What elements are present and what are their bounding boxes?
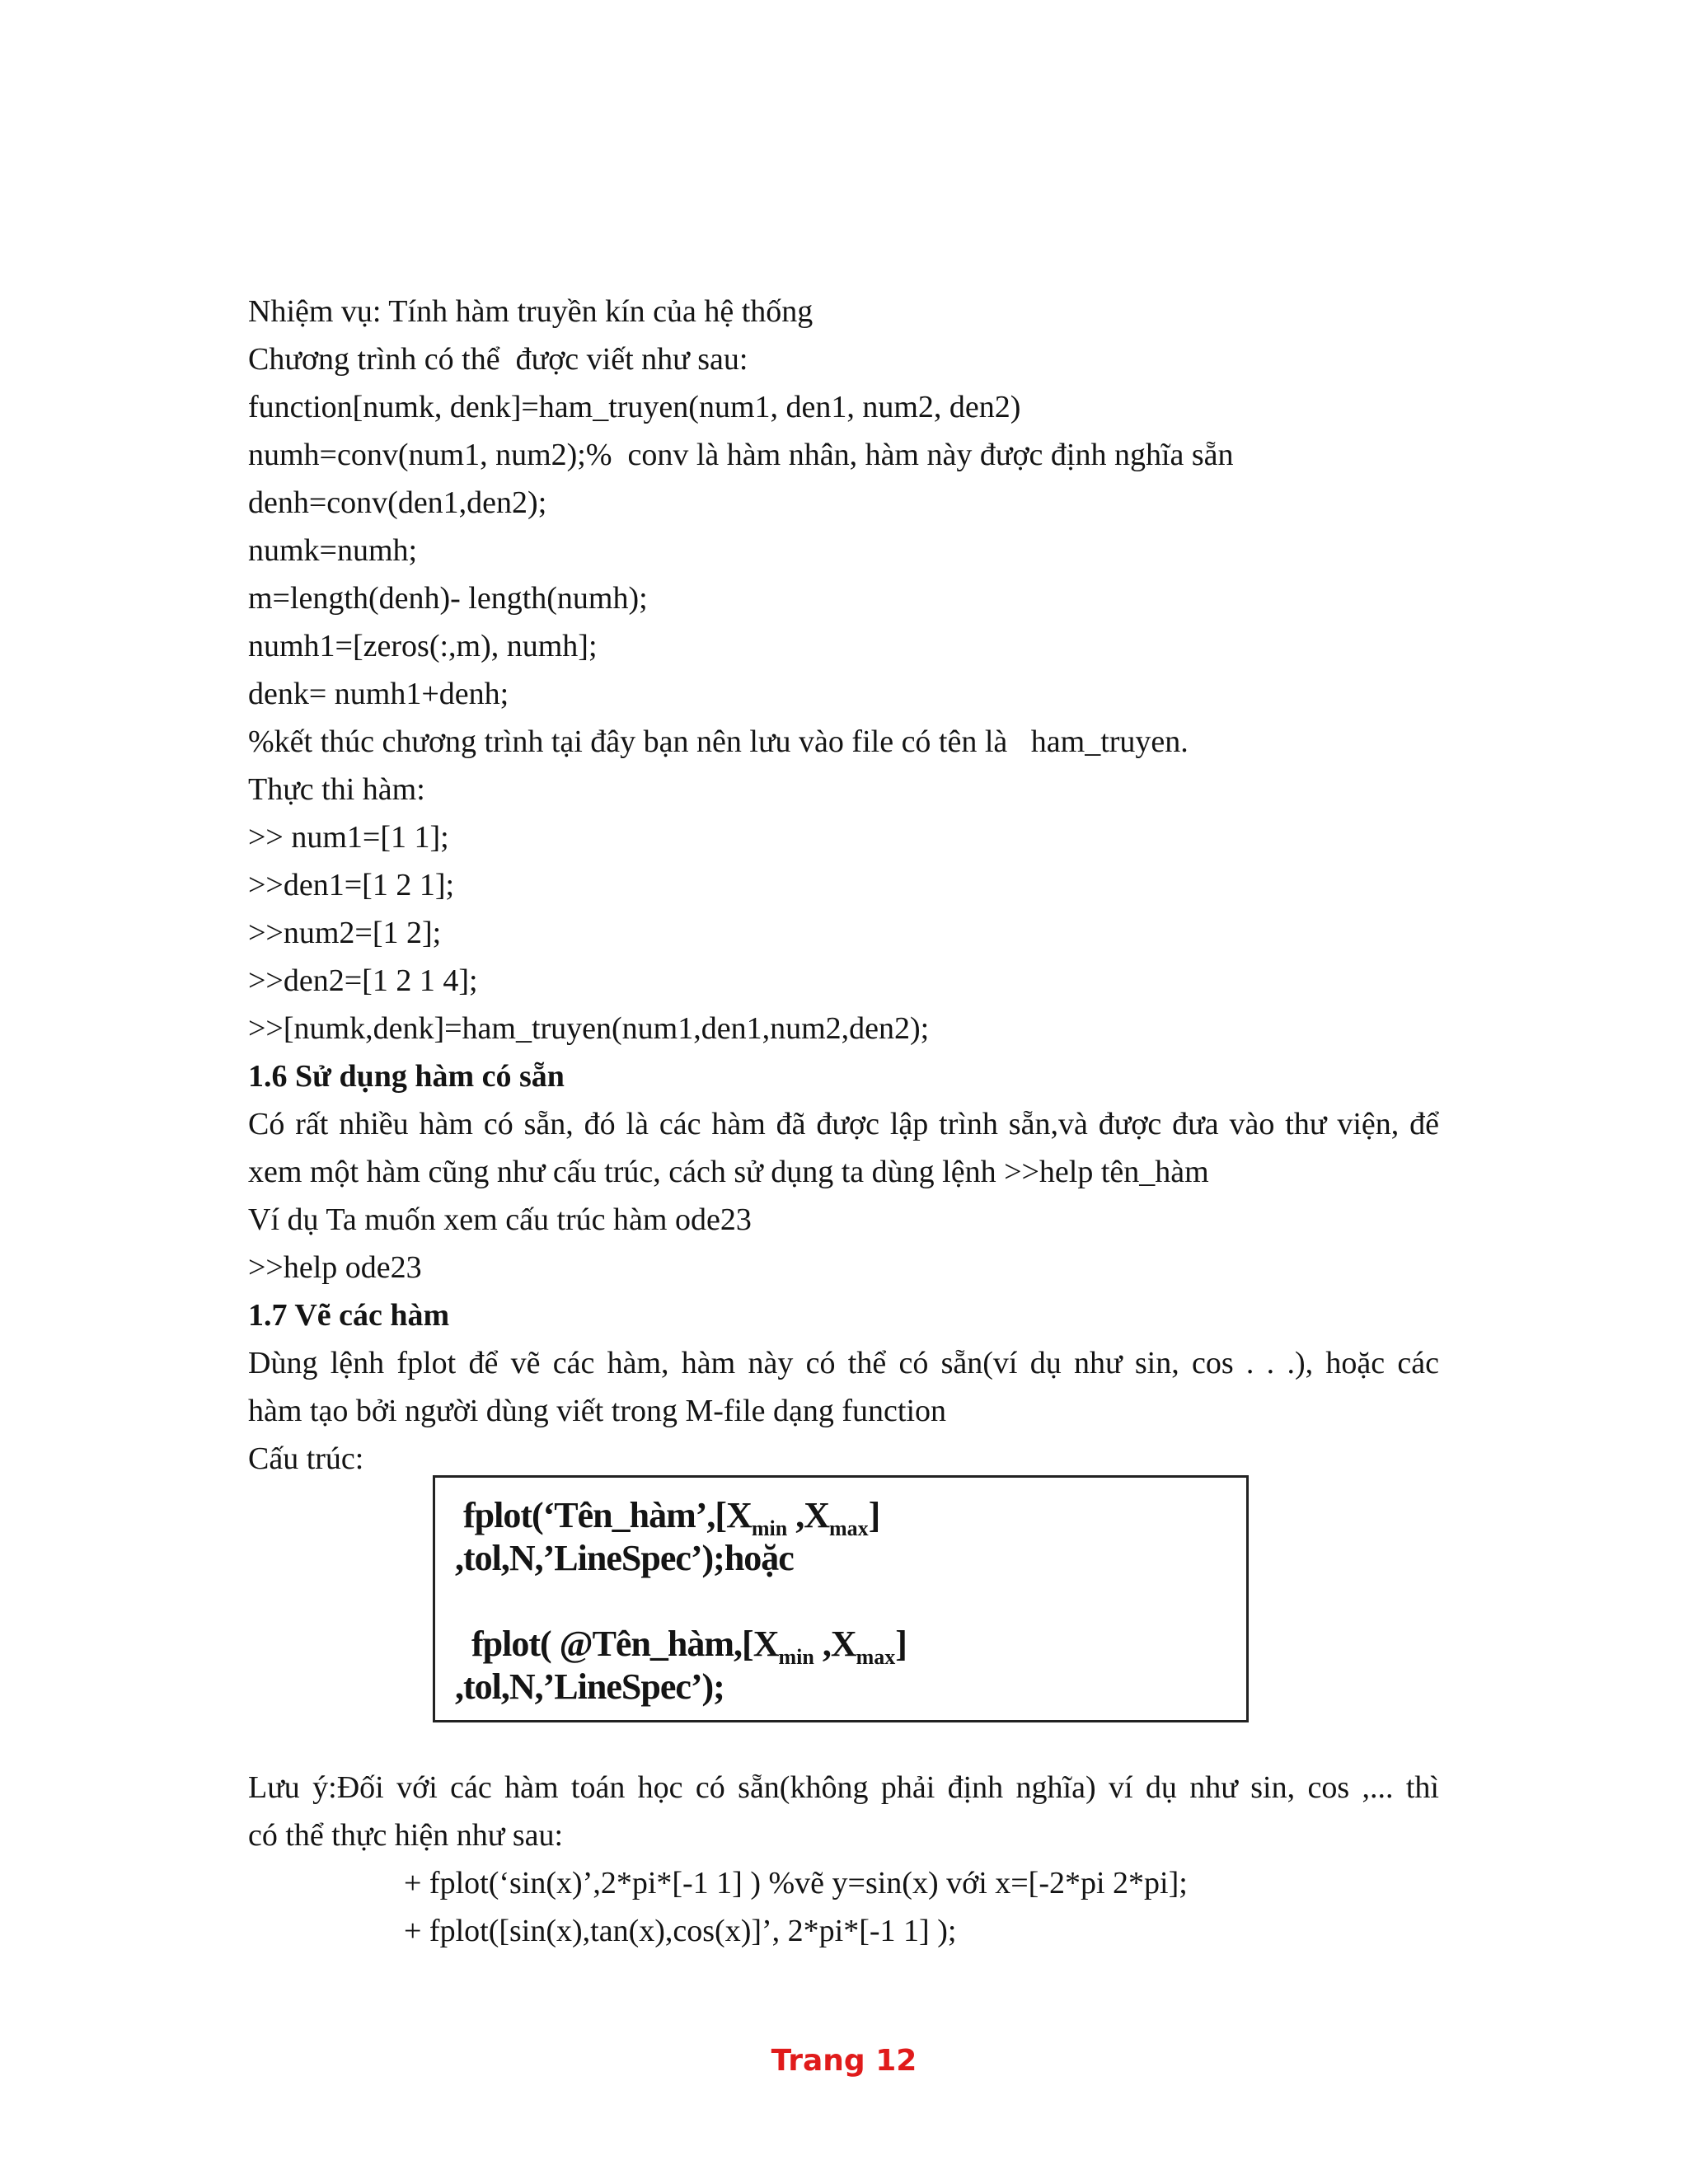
syntax-line-1: $fplot(‘Tên\_hàm’,[X_{min}$ $,X_{max}$] bbox=[455, 1495, 880, 1540]
task-line: Nhiệm vụ: Tính hàm truyền kín của hệ thống bbox=[248, 294, 814, 329]
code-line: numh1=[zeros(:,m), numh]; bbox=[248, 629, 598, 663]
structure-label: Cấu trúc: bbox=[248, 1441, 364, 1476]
paragraph-line: xem một hàm cũng như cấu trúc, cách sử dụng ta dùng lệnh >>help tên_hàm bbox=[248, 1155, 1209, 1189]
code-line: numh=conv(num1, num2);% conv là hàm nhân, hàm này được định nghĩa sẵn bbox=[248, 438, 1234, 472]
command-line: >> num1=[1 1]; bbox=[248, 820, 449, 855]
code-line: function[numk, denk]=ham_truyen(num1, den1, num2, den2) bbox=[248, 390, 1021, 424]
command-line: >>den1=[1 2 1]; bbox=[248, 868, 455, 902]
note-line: Lưu ý:Đối với các hàm toán học có sẵn(không phải định nghĩa) ví dụ như sin, cos ,... thì bbox=[248, 1770, 1439, 1805]
paragraph-line: Ví dụ Ta muốn xem cấu trúc hàm ode23 bbox=[248, 1202, 752, 1237]
command-line: >>help ode23 bbox=[248, 1250, 422, 1285]
example-line: + fplot([sin(x),tan(x),cos(x)]’, 2*pi*[-1 1] ); bbox=[404, 1914, 957, 1948]
section-heading-1-7: 1.7 Vẽ các hàm bbox=[248, 1298, 450, 1333]
code-comment: %kết thúc chương trình tại đây bạn nên lưu vào file có tên là ham_truyen. bbox=[248, 724, 1189, 759]
paragraph-line: hàm tạo bởi người dùng viết trong M-file dạng function bbox=[248, 1394, 947, 1428]
code-line: denk= numh1+denh; bbox=[248, 677, 509, 711]
code-line: m=length(denh)- length(numh); bbox=[248, 581, 648, 616]
command-line: >>num2=[1 2]; bbox=[248, 916, 442, 950]
syntax-line-4: ,tol,N,’LineSpec’); bbox=[455, 1666, 724, 1707]
syntax-line-3: fplot( $@Tên\_hàm,[X_{min}$ $,X_{max}$] bbox=[455, 1624, 907, 1669]
execute-label: Thực thi hàm: bbox=[248, 772, 425, 807]
code-line: numk=numh; bbox=[248, 533, 418, 568]
page-number: Trang 12 bbox=[771, 2044, 917, 2078]
code-line: denh=conv(den1,den2); bbox=[248, 485, 547, 520]
paragraph-line: Có rất nhiều hàm có sẵn, đó là các hàm đã được lập trình sẵn,và được đưa vào thư viện, để bbox=[248, 1107, 1439, 1141]
command-line: >>den2=[1 2 1 4]; bbox=[248, 963, 478, 998]
note-line: có thể thực hiện như sau: bbox=[248, 1818, 564, 1853]
paragraph-line: Dùng lệnh fplot để vẽ các hàm, hàm này có thể có sẵn(ví dụ như sin, cos . . .), hoặc các bbox=[248, 1346, 1439, 1380]
syntax-line-2: ,tol,N,’LineSpec’);hoặc bbox=[455, 1538, 794, 1578]
command-line: >>[numk,denk]=ham_truyen(num1,den1,num2,den2); bbox=[248, 1011, 930, 1046]
program-intro: Chương trình có thể được viết như sau: bbox=[248, 342, 748, 377]
syntax-box bbox=[433, 1475, 1249, 1722]
section-heading-1-6: 1.6 Sử dụng hàm có sẵn bbox=[248, 1059, 565, 1094]
example-line: + fplot(‘sin(x)’,2*pi*[-1 1] ) %vẽ y=sin(x) với x=[-2*pi 2*pi]; bbox=[404, 1866, 1188, 1900]
